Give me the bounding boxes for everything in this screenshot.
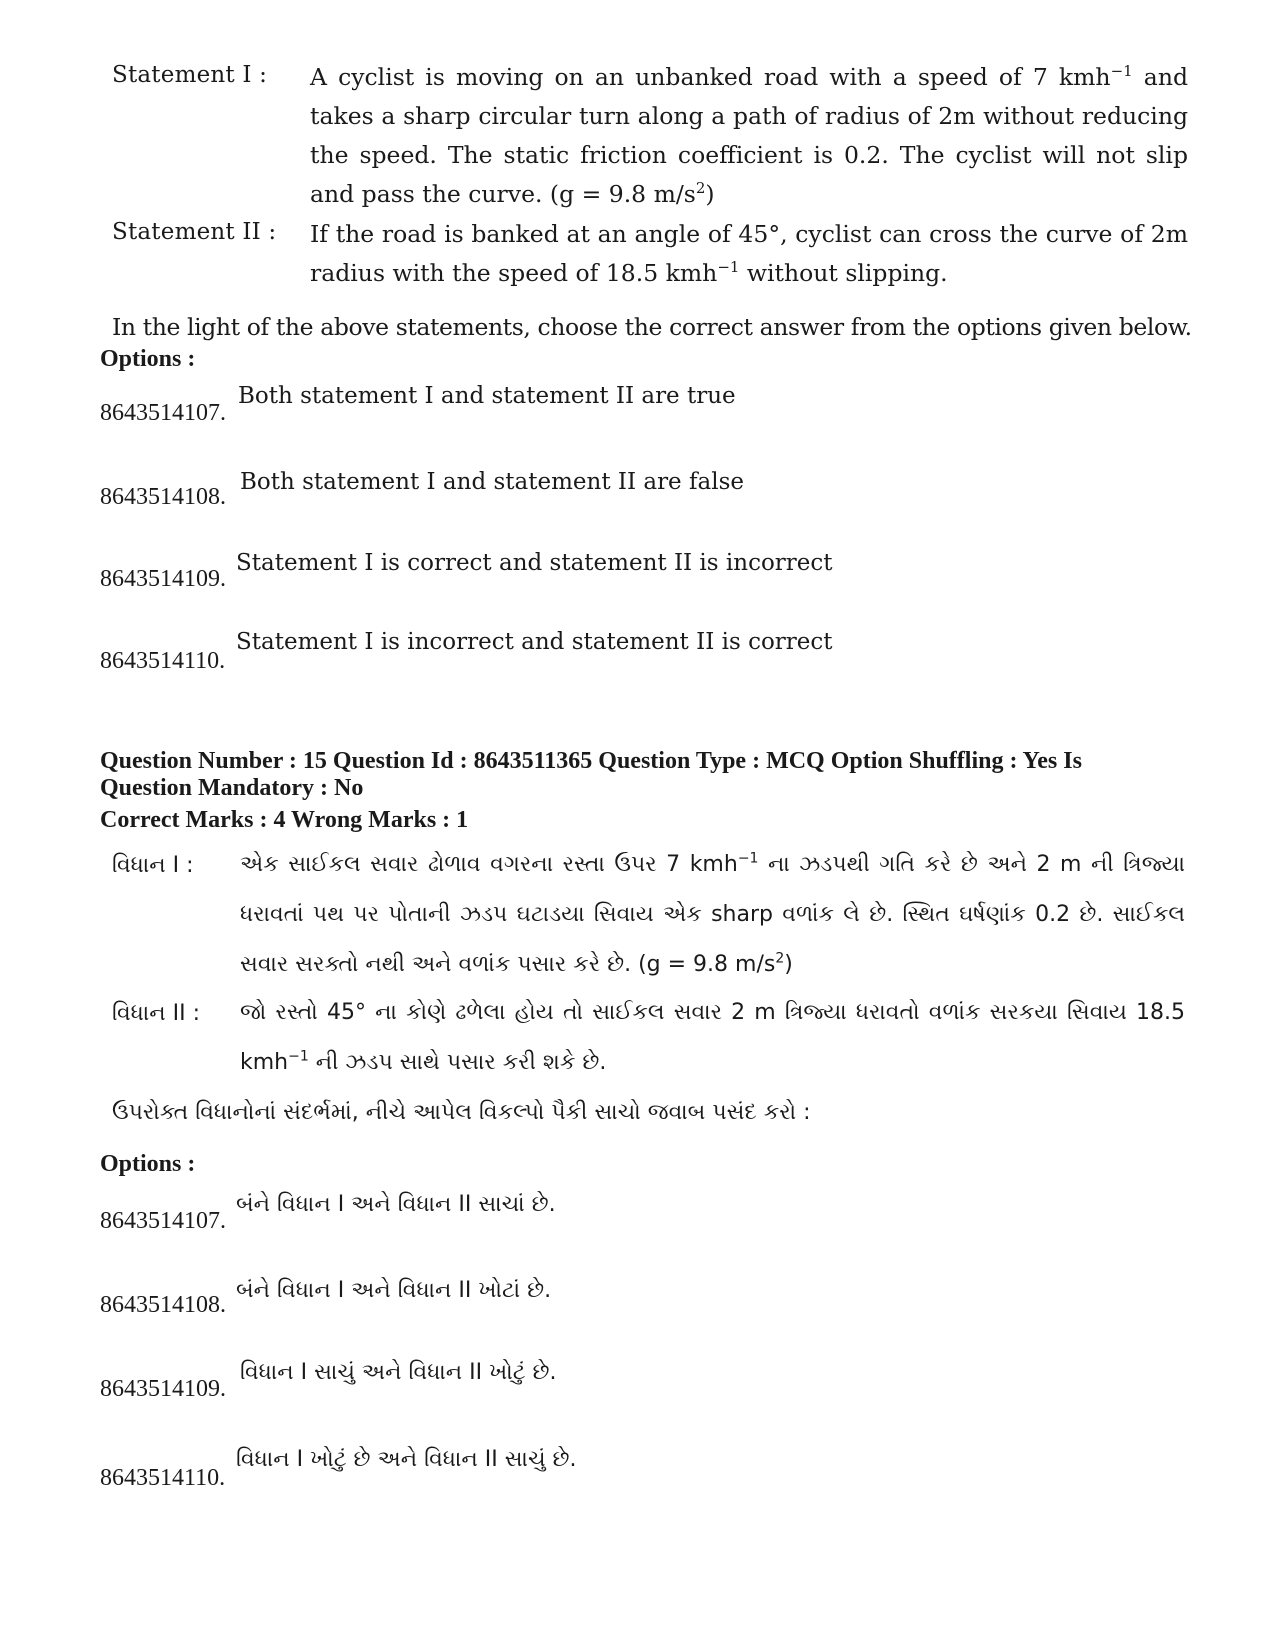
question-meta-marks: Correct Marks : 4 Wrong Marks : 1 <box>100 807 469 833</box>
question-meta-line-1: Question Number : 15 Question Id : 8643511365 Question Type : MCQ Option Shuffling : Yes Is <box>100 748 1082 774</box>
question-meta-line-2: Question Mandatory : No <box>100 775 364 801</box>
gu-statement-2-text: જો રસ્તો 45° ના કોણે ઢળેલા હોય તો સાઈકલ સવાર 2 m ત્રિજ્યા ધરાવતો વળાંક સરકયા સિવાય 18.5 kmh$^{-1}$ ની ઝડપ સાથે પસાર કરી શકે છે. <box>240 1000 1185 1075</box>
option-text: Statement I is correct and statement II is incorrect <box>236 550 833 576</box>
option-text: Both statement I and statement II are false <box>240 469 744 495</box>
option-id: 8643514110. <box>100 1465 226 1491</box>
option-id: 8643514109. <box>100 1376 226 1402</box>
option-text: વિધાન I ખોટું છે અને વિધાન II સાચું છે. <box>236 1447 577 1472</box>
gu-instruction-text: ઉપરોક્ત વિધાનોનાં સંદર્ભમાં, નીચે આપેલ વિકલ્પો પૈકી સાચો જવાબ પસંદ કરો : <box>112 1100 811 1125</box>
option-text: બંને વિધાન I અને વિધાન II ખોટાં છે. <box>236 1278 552 1303</box>
option-text: વિધાન I સાચું અને વિધાન II ખોટું છે. <box>240 1360 557 1385</box>
statement-1-label: Statement I : <box>112 62 268 88</box>
option-id: 8643514107. <box>100 400 226 426</box>
options-heading: Options : <box>100 1151 196 1177</box>
gu-statement-1-label: વિધાન I : <box>112 853 194 878</box>
statement-1-text: A cyclist is moving on an unbanked road with a speed of 7 kmh$^{-1}$ and takes a sharp circular turn along a path of radius of 2m without reducing the speed. The static friction coefficient is 0.2. The cyclist will not slip and pass the curve. (g = 9.8 $m/s^2$) <box>310 62 1188 208</box>
option-id: 8643514110. <box>100 648 226 674</box>
option-id: 8643514108. <box>100 484 226 510</box>
gu-statement-1-text: એક સાઈકલ સવાર ઢોળાવ વગરના રસ્તા ઉપર 7 kmh$^{-1}$ ના ઝડપથી ગતિ કરે છે અને 2 m ની ત્રિજ્યા ધરાવતાં પથ પર પોતાની ઝડપ ઘટાડયા સિવાય એક sharp વળાંક લે છે. સ્થિત ઘર્ષણાંક 0.2 છે. સાઈકલ સવાર સરક્તો નથી અને વળાંક પસાર કરે છે. (g = 9.8 $m/s^2$) <box>240 850 1185 977</box>
option-id: 8643514109. <box>100 566 226 592</box>
option-id: 8643514107. <box>100 1208 226 1234</box>
gu-statement-2-label: વિધાન II : <box>112 1001 201 1026</box>
option-text: બંને વિધાન I અને વિધાન II સાચાં છે. <box>236 1192 556 1217</box>
statement-2-label: Statement II : <box>112 219 277 245</box>
option-text: Both statement I and statement II are true <box>238 383 736 409</box>
options-heading: Options : <box>100 346 196 372</box>
option-text: Statement I is incorrect and statement II is correct <box>236 629 833 655</box>
statement-2-text: If the road is banked at an angle of 45°, cyclist can cross the curve of 2m radius with the speed of 18.5 kmh$^{-1}$ without slipping. <box>310 220 1188 287</box>
instruction-text: In the light of the above statements, choose the correct answer from the options given below. <box>112 313 1192 341</box>
option-id: 8643514108. <box>100 1292 226 1318</box>
